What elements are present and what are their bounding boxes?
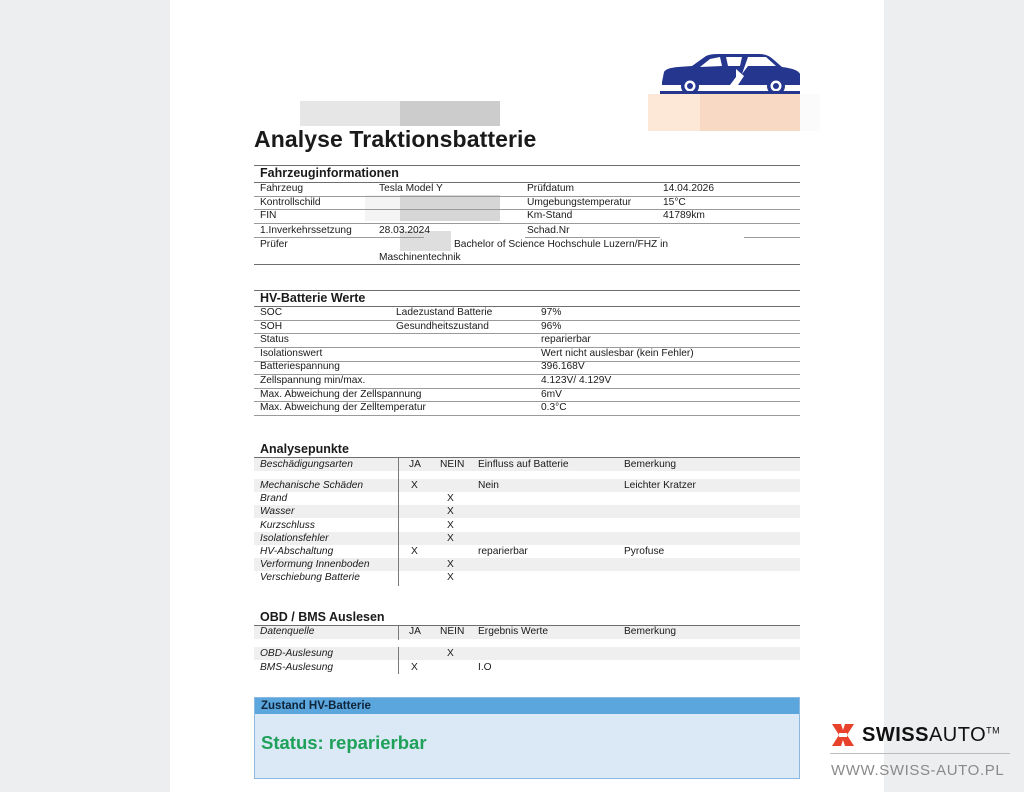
- umgebung-value: 15°C: [663, 197, 686, 208]
- section-rule: [254, 165, 800, 166]
- row-rule: [254, 223, 800, 224]
- status-panel-heading: Zustand HV-Batterie: [255, 698, 799, 714]
- column-divider: [398, 626, 399, 640]
- obd-row-ergebnis: I.O: [478, 661, 492, 673]
- logo-divider: [830, 753, 1010, 754]
- analysis-row-name: Mechanische Schäden: [260, 480, 364, 491]
- redaction-block: [400, 101, 500, 126]
- kontrollschild-label: Kontrollschild: [260, 197, 321, 208]
- status-text: Status: reparierbar: [261, 732, 427, 753]
- analysis-row-einfluss: Nein: [478, 480, 499, 491]
- hv-row-label: SOH: [260, 320, 283, 332]
- pruefer-value-line1: Bachelor of Science Hochschule Luzern/FHZ in: [454, 239, 669, 250]
- obd-header-cell: Datenquelle: [260, 626, 315, 637]
- hv-row-label: Zellspannung min/max.: [260, 375, 366, 386]
- analysis-row-nein: X: [447, 519, 454, 531]
- analysis-row-name: HV-Abschaltung: [260, 546, 334, 557]
- obd-header-cell: Ergebnis Werte: [478, 626, 549, 637]
- obd-row-ja: X: [411, 661, 418, 673]
- analysis-header-cell: Einfluss auf Batterie: [478, 459, 569, 470]
- inverkehr-value: 28.03.2024: [379, 225, 430, 236]
- logo-wordmark: [862, 724, 1000, 747]
- logo-brand-bold: SWISS: [862, 724, 929, 746]
- obd-row-name: OBD-Auslesung: [260, 648, 334, 659]
- hv-row-label: Status: [260, 334, 289, 346]
- obd-header-cell: JA: [409, 626, 421, 637]
- hv-row-label: Isolationswert: [260, 347, 323, 359]
- inverkehr-label: 1.Inverkehrssetzung: [260, 225, 352, 236]
- analysis-header-cell: NEIN: [440, 459, 465, 470]
- analysis-header-cell: Beschädigungsarten: [260, 459, 353, 470]
- row-rule: [254, 333, 800, 334]
- row-rule: [254, 320, 800, 321]
- hv-row-desc: Ladezustand Batterie: [396, 307, 493, 318]
- redaction-block: [300, 101, 400, 126]
- analysis-row-nein: X: [447, 532, 454, 544]
- hv-values-heading: HV-Batterie Werte: [260, 291, 366, 305]
- hv-row-label: Max. Abweichung der Zelltemperatur: [260, 402, 426, 414]
- row-rule: [744, 237, 800, 238]
- hv-row-value: reparierbar: [541, 334, 591, 346]
- cross-x-icon: [830, 722, 856, 748]
- analysis-row-bemerkung: Pyrofuse: [624, 546, 665, 557]
- column-divider: [398, 647, 399, 674]
- analysis-row-nein: X: [447, 559, 454, 571]
- pruefdatum-value: 14.04.2026: [663, 183, 714, 194]
- logo-brand-thin: AUTO: [928, 724, 987, 746]
- obd-row-nein: X: [447, 648, 454, 659]
- fahrzeug-label: Fahrzeug: [260, 183, 304, 194]
- logo-trademark: TM: [986, 725, 1001, 736]
- swiss-auto-logo: [830, 722, 1012, 782]
- hv-row-label: Batteriespannung: [260, 361, 340, 373]
- row-rule: [254, 347, 800, 348]
- analysis-heading: Analysepunkte: [260, 442, 349, 456]
- redaction-block: [800, 94, 820, 131]
- pruefdatum-label: Prüfdatum: [527, 183, 574, 194]
- analysis-row-name: Kurzschluss: [260, 519, 315, 531]
- vehicle-info-heading: Fahrzeuginformationen: [260, 166, 399, 180]
- status-panel: [254, 697, 800, 779]
- redaction-block: [700, 94, 800, 131]
- umgebung-label: Umgebungstemperatur: [527, 197, 632, 208]
- sedan-car-icon: [658, 52, 802, 98]
- hv-row-desc: Gesundheitszustand: [396, 320, 489, 332]
- column-divider: [398, 458, 399, 586]
- obd-header-cell: Bemerkung: [624, 626, 677, 637]
- redaction-block: [400, 195, 500, 221]
- analysis-row-einfluss: reparierbar: [478, 546, 528, 557]
- row-band: [254, 647, 800, 660]
- analysis-row-name: Verformung Innenboden: [260, 559, 370, 571]
- row-rule: [254, 237, 424, 238]
- analysis-row-ja: X: [411, 480, 418, 491]
- analysis-row-nein: X: [447, 493, 454, 505]
- section-rule: [254, 415, 800, 416]
- pruefer-label: Prüfer: [260, 239, 288, 250]
- redaction-block: [365, 195, 400, 221]
- hv-row-value: 4.123V/ 4.129V: [541, 375, 612, 386]
- hv-row-value: 0.3°C: [541, 402, 567, 414]
- analysis-row-name: Verschiebung Batterie: [260, 572, 360, 584]
- schadnr-label: Schad.Nr: [527, 225, 570, 236]
- hv-row-value: Wert nicht auslesbar (kein Fehler): [541, 347, 694, 359]
- kmstand-value: 41789km: [663, 210, 705, 221]
- row-rule: [525, 237, 660, 238]
- obd-row-name: BMS-Auslesung: [260, 661, 334, 673]
- row-band: [254, 505, 800, 518]
- hv-row-value: 6mV: [541, 388, 562, 400]
- analysis-row-name: Brand: [260, 493, 288, 505]
- fahrzeug-value: Tesla Model Y: [379, 183, 443, 194]
- analysis-row-bemerkung: Leichter Kratzer: [624, 480, 696, 491]
- hv-row-label: Max. Abweichung der Zellspannung: [260, 388, 422, 400]
- analysis-row-nein: X: [447, 572, 454, 584]
- obd-header-cell: NEIN: [440, 626, 465, 637]
- analysis-header-cell: Bemerkung: [624, 459, 677, 470]
- analysis-row-name: Isolationsfehler: [260, 532, 329, 544]
- obd-heading: OBD / BMS Auslesen: [260, 610, 385, 624]
- analysis-row-name: Wasser: [260, 506, 295, 518]
- hv-row-label: SOC: [260, 307, 283, 318]
- kmstand-label: Km-Stand: [527, 210, 573, 221]
- row-band: [254, 532, 800, 545]
- hv-row-value: 96%: [541, 320, 562, 332]
- fin-label: FIN: [260, 210, 277, 221]
- analysis-row-ja: X: [411, 546, 418, 557]
- analysis-header-cell: JA: [409, 459, 421, 470]
- section-rule: [254, 306, 800, 307]
- hv-row-value: 396.168V: [541, 361, 585, 373]
- page-title: Analyse Traktionsbatterie: [254, 126, 537, 152]
- redaction-block: [648, 94, 700, 131]
- hv-row-value: 97%: [541, 307, 562, 318]
- pruefer-value-line2: Maschinentechnik: [379, 252, 461, 263]
- analysis-row-nein: X: [447, 506, 454, 518]
- section-rule: [254, 264, 800, 265]
- logo-url: WWW.SWISS-AUTO.PL: [831, 762, 1005, 779]
